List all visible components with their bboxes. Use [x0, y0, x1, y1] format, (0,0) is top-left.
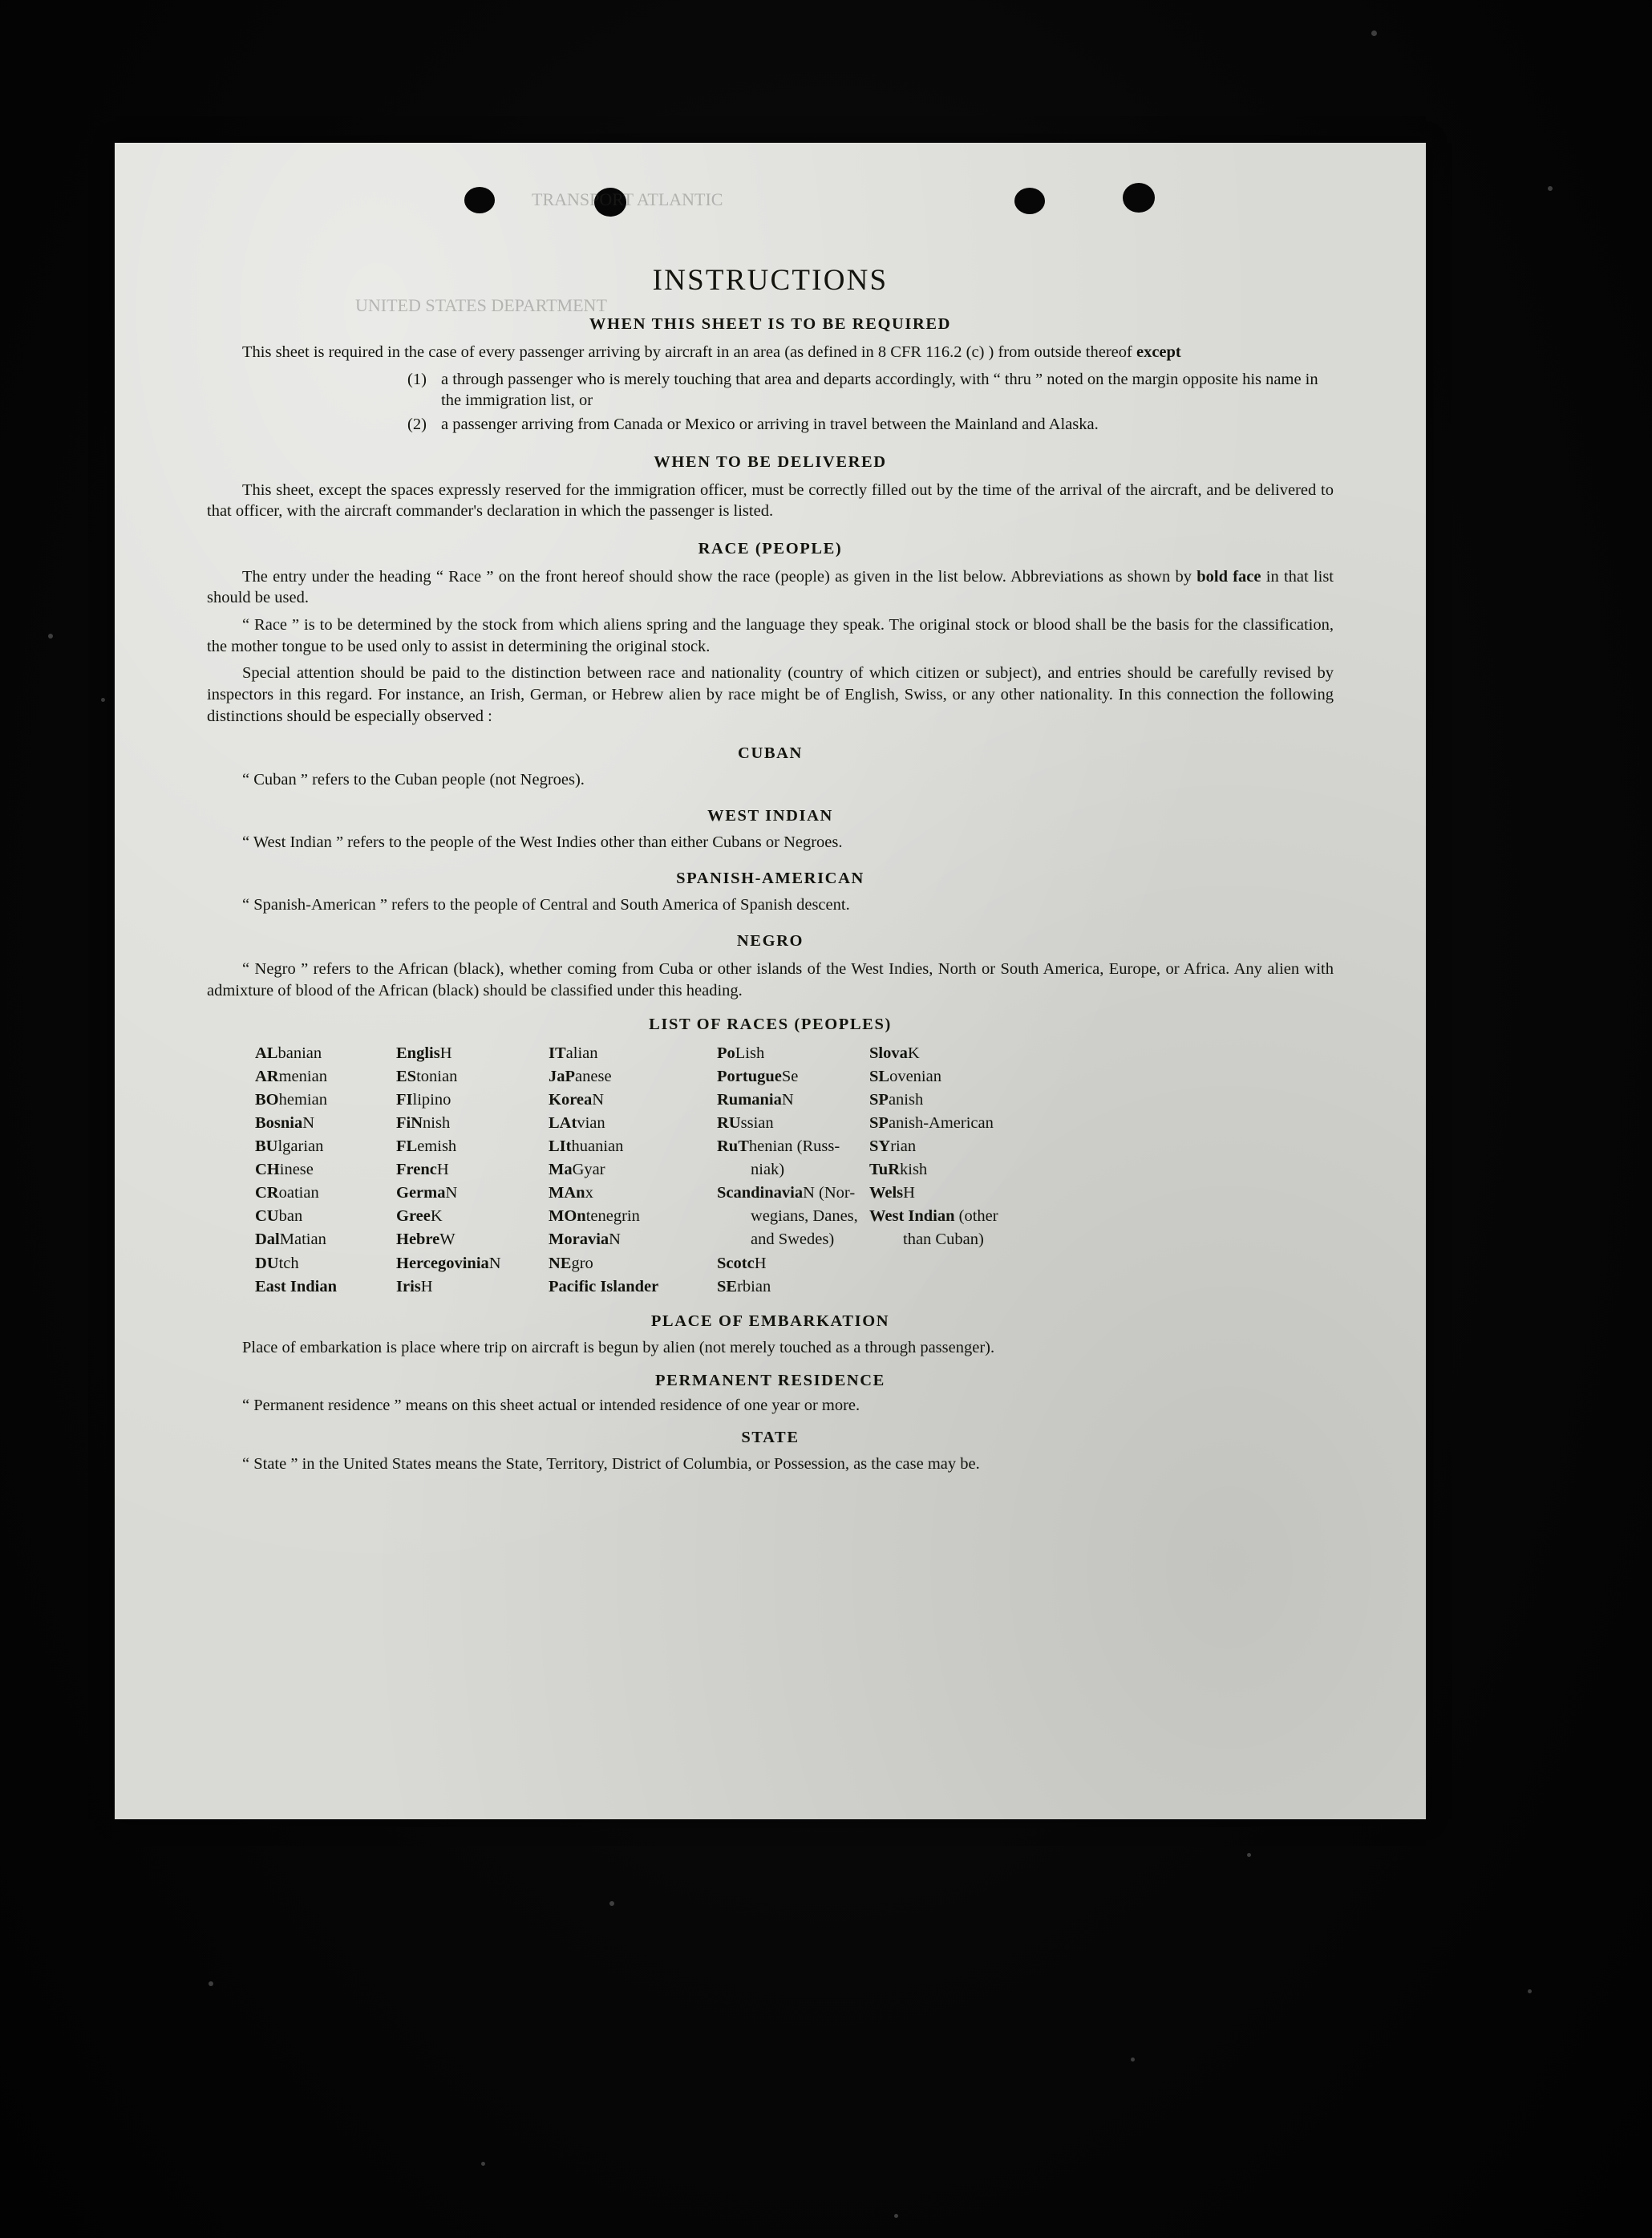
race-name-rest: tch: [278, 1254, 299, 1272]
race-list: [255, 1042, 1334, 1299]
race-entry: [869, 1135, 1334, 1158]
race-entry: [869, 1042, 1334, 1065]
race-entry: [717, 1089, 869, 1112]
list-item-text: a through passenger who is merely touching that area and departs accordingly, with “ thru ” noted on the margin opposite his name in the immigration list, or: [441, 370, 1318, 410]
race-name-rest: N (Nor-: [803, 1184, 856, 1202]
race-entry: [549, 1228, 717, 1251]
race-abbrev: CU: [255, 1207, 279, 1226]
race-abbrev: Gree: [396, 1207, 431, 1226]
race-abbrev: West Indian: [869, 1207, 955, 1226]
race-entry: [255, 1275, 396, 1299]
race-abbrev: CR: [255, 1184, 279, 1202]
race-abbrev: SY: [869, 1137, 891, 1156]
race-abbrev: MOn: [549, 1207, 586, 1226]
race-name-rest: rbian: [737, 1277, 771, 1295]
race-name-rest: Lish: [735, 1044, 765, 1062]
section-heading-when-delivered: WHEN TO BE DELIVERED: [654, 452, 887, 471]
race-entry: [549, 1252, 717, 1275]
race-entry: [717, 1135, 869, 1158]
race-name-rest: niak): [751, 1161, 785, 1179]
paragraph-text: This sheet is required in the case of every passenger arriving by aircraft in an area (as defined in 8 CFR 116.2 (c) ) from outside thereof except: [242, 343, 1181, 361]
section-heading-spanish-american: SPANISH-AMERICAN: [676, 870, 864, 888]
race-name-rest: H: [754, 1254, 767, 1272]
race-abbrev: RU: [717, 1113, 741, 1132]
race-name-rest: Matian: [279, 1230, 326, 1249]
section-heading-permanent-residence: PERMANENT RESIDENCE: [655, 1372, 885, 1390]
race-entry: [869, 1275, 1334, 1299]
race-abbrev: IT: [549, 1044, 566, 1062]
race-entry: [549, 1205, 717, 1228]
race-column-4: [717, 1042, 869, 1299]
race-entry: [549, 1158, 717, 1182]
race-abbrev: Frenc: [396, 1161, 437, 1179]
race-entry: [255, 1135, 396, 1158]
race-entry: [717, 1205, 869, 1228]
race-abbrev: FiN: [396, 1113, 423, 1132]
race-column-5: [869, 1042, 1334, 1299]
race-name-rest: emish: [417, 1137, 457, 1156]
list-item-number: (1): [407, 370, 427, 388]
race-entry: [255, 1112, 396, 1135]
race-abbrev: Moravia: [549, 1230, 609, 1249]
paragraph-place-of-embarkation: Place of embarkation is place where trip on aircraft is begun by alien (not merely touched as a through passenger).: [242, 1338, 995, 1356]
race-abbrev: DU: [255, 1254, 279, 1272]
race-entry: [255, 1182, 396, 1205]
race-name-rest: N: [302, 1113, 315, 1132]
race-entry: [255, 1158, 396, 1182]
list-item-number: (2): [407, 415, 427, 433]
race-abbrev: Iris: [396, 1277, 421, 1295]
race-name-rest: lgarian: [277, 1137, 324, 1156]
race-name-rest: tonian: [416, 1067, 458, 1085]
race-entry: [396, 1135, 549, 1158]
race-entry: [869, 1065, 1334, 1089]
race-abbrev: AR: [255, 1067, 279, 1085]
section-heading-list-of-races: LIST OF RACES (PEOPLES): [649, 1015, 892, 1033]
race-column-3: [549, 1042, 717, 1299]
race-name-rest: inese: [279, 1161, 314, 1179]
race-entry: [396, 1182, 549, 1205]
race-name-rest: anese: [575, 1067, 612, 1085]
emphasis: except: [1136, 343, 1181, 361]
paragraph-negro: “ Negro ” refers to the African (black), whether coming from Cuba or other islands of the West Indies, North or South America, Europe, or Africa. Any alien with admixture of blood of the African (black) should be classified under this heading.: [207, 960, 1334, 999]
race-name-rest: wegians, Danes,: [751, 1207, 858, 1226]
race-entry: [717, 1065, 869, 1089]
race-abbrev: Scotc: [717, 1254, 755, 1272]
race-entry: [549, 1089, 717, 1112]
section-heading-when-required: WHEN THIS SHEET IS TO BE REQUIRED: [589, 315, 952, 333]
race-abbrev: LAt: [549, 1113, 577, 1132]
race-entry: [396, 1205, 549, 1228]
race-entry: [869, 1112, 1334, 1135]
race-name-rest: lipino: [412, 1090, 451, 1109]
race-name-rest: ban: [278, 1207, 303, 1226]
race-name-rest: Gyar: [572, 1161, 605, 1179]
paragraph-west-indian: “ West Indian ” refers to the people of the West Indies other than either Cubans or Negroes.: [242, 833, 843, 852]
race-name-rest: than Cuban): [903, 1230, 984, 1249]
race-entry: [549, 1135, 717, 1158]
race-name-rest: N: [609, 1230, 621, 1249]
race-abbrev: FL: [396, 1137, 418, 1156]
list-item: [207, 369, 1334, 412]
race-name-rest: K: [430, 1207, 443, 1226]
race-abbrev: SP: [869, 1113, 889, 1132]
race-name-rest: rian: [890, 1137, 917, 1156]
page-title: INSTRUCTIONS: [652, 264, 889, 297]
race-abbrev: ES: [396, 1067, 417, 1085]
scan-artifact: TRANSPORT ATLANTIC: [532, 189, 723, 209]
race-entry: [869, 1228, 1334, 1251]
race-entry: [869, 1158, 1334, 1182]
section-heading-state: STATE: [741, 1429, 800, 1447]
section-heading-place-of-embarkation: PLACE OF EMBARKATION: [650, 1312, 890, 1330]
race-name-rest: H: [903, 1184, 915, 1202]
paragraph-race-2: “ Race ” is to be determined by the stock from which aliens spring and the language they speak. The original stock or blood shall be the basis for the classification, the mother tongue to be used only to assist in determining the original stock.: [207, 616, 1334, 655]
race-abbrev: BU: [255, 1137, 278, 1156]
race-name-rest: K: [907, 1044, 920, 1062]
race-name-rest: H: [420, 1277, 433, 1295]
race-abbrev: Dal: [255, 1230, 280, 1249]
race-abbrev: AL: [255, 1044, 278, 1062]
race-name-rest: H: [439, 1044, 452, 1062]
race-entry: [869, 1182, 1334, 1205]
race-entry: [869, 1252, 1334, 1275]
race-entry: [717, 1228, 869, 1251]
section-heading-race: RACE (PEOPLE): [698, 539, 843, 557]
race-entry: [717, 1275, 869, 1299]
list-item-text: a passenger arriving from Canada or Mexico or arriving in travel between the Mainland and Alaska.: [441, 415, 1099, 433]
race-name-rest: N: [488, 1254, 501, 1272]
race-abbrev: Germa: [396, 1184, 446, 1202]
race-name-rest: N: [445, 1184, 458, 1202]
section-heading-west-indian: WEST INDIAN: [707, 807, 833, 825]
race-abbrev: Ma: [549, 1161, 573, 1179]
race-name-rest: menian: [278, 1067, 327, 1085]
document-page: [115, 143, 1426, 1819]
race-entry: [255, 1065, 396, 1089]
race-abbrev: Hercegovinia: [396, 1254, 489, 1272]
race-entry: [396, 1042, 549, 1065]
race-entry: [396, 1112, 549, 1135]
race-entry: [717, 1042, 869, 1065]
paragraph-cuban: “ Cuban ” refers to the Cuban people (not Negroes).: [242, 771, 585, 789]
race-entry: [549, 1182, 717, 1205]
race-abbrev: LIt: [549, 1137, 572, 1156]
race-entry: [255, 1228, 396, 1251]
race-name-rest: N: [592, 1090, 605, 1109]
race-abbrev: Wels: [869, 1184, 904, 1202]
race-entry: [396, 1275, 549, 1299]
race-name-rest: oatian: [278, 1184, 319, 1202]
race-abbrev: FI: [396, 1090, 413, 1109]
race-name-rest: W: [439, 1230, 456, 1249]
race-entry: [255, 1205, 396, 1228]
race-entry: [396, 1089, 549, 1112]
race-column-1: [255, 1042, 396, 1299]
race-entry: [869, 1205, 1334, 1228]
paragraph-when-required: [207, 342, 1334, 363]
race-entry: [717, 1112, 869, 1135]
race-entry: [549, 1065, 717, 1089]
race-name-rest: H: [436, 1161, 449, 1179]
race-abbrev: SP: [869, 1090, 889, 1109]
paragraph-when-delivered: This sheet, except the spaces expressly reserved for the immigration officer, must be correctly filled out by the time of the arrival of the aircraft, and be delivered to that officer, with the aircraft commander's declaration in which the passenger is listed.: [207, 480, 1334, 521]
race-abbrev: Hebre: [396, 1230, 440, 1249]
race-entry: [869, 1089, 1334, 1112]
race-abbrev: Pacific Islander: [549, 1277, 659, 1295]
race-abbrev: SE: [717, 1277, 738, 1295]
race-name-rest: anish-American: [888, 1113, 994, 1132]
race-abbrev: BO: [255, 1090, 279, 1109]
race-name-rest: (other: [954, 1207, 998, 1226]
race-abbrev: TuR: [869, 1161, 900, 1179]
race-entry: [396, 1158, 549, 1182]
race-abbrev: East Indian: [255, 1277, 337, 1295]
race-name-rest: ssian: [740, 1113, 774, 1132]
race-abbrev: Bosnia: [255, 1113, 303, 1132]
race-name-rest: alian: [565, 1044, 598, 1062]
race-abbrev: Englis: [396, 1044, 440, 1062]
race-abbrev: NE: [549, 1254, 572, 1272]
race-name-rest: ovenian: [889, 1067, 941, 1085]
race-name-rest: x: [585, 1184, 593, 1202]
race-abbrev: MAn: [549, 1184, 585, 1202]
race-abbrev: Portugue: [717, 1067, 782, 1085]
race-column-2: [396, 1042, 549, 1299]
race-entry: [396, 1252, 549, 1275]
race-abbrev: SL: [869, 1067, 890, 1085]
race-name-rest: Se: [781, 1067, 799, 1085]
race-name-rest: tenegrin: [585, 1207, 640, 1226]
race-name-rest: kish: [900, 1161, 928, 1179]
paragraph-state: “ State ” in the United States means the State, Territory, District of Columbia, or Possession, as the case may be.: [242, 1455, 980, 1474]
scan-artifact: UNITED STATES DEPARTMENT: [355, 295, 607, 315]
race-name-rest: gro: [571, 1254, 593, 1272]
race-entry: [396, 1228, 549, 1251]
race-abbrev: Korea: [549, 1090, 593, 1109]
race-entry: [717, 1182, 869, 1205]
race-abbrev: Po: [717, 1044, 735, 1062]
race-abbrev: Slova: [869, 1044, 908, 1062]
race-entry: [255, 1042, 396, 1065]
list-item: [207, 414, 1334, 436]
paragraph-race-3: Special attention should be paid to the distinction between race and nationality (country of which citizen or subject), and entries should be carefully revised by inspectors in this regard. For instance, an Irish, German, or Hebrew alien by race might be of English, Swiss, or any other nationality. In this connection the following distinctions should be especially observed :: [207, 664, 1334, 725]
emphasis: bold face: [1196, 567, 1261, 586]
paragraph-race-1: The entry under the heading “ Race ” on the front hereof should show the race (people) as given in the list below. Abbreviations as shown by bold face in that list should be used.: [207, 567, 1334, 607]
race-name-rest: henian (Russ-: [748, 1137, 840, 1156]
section-heading-cuban: CUBAN: [738, 744, 803, 763]
race-name-rest: banian: [277, 1044, 322, 1062]
race-entry: [549, 1275, 717, 1299]
race-abbrev: RuT: [717, 1137, 749, 1156]
race-name-rest: nish: [423, 1113, 451, 1132]
race-abbrev: JaP: [549, 1067, 576, 1085]
paragraph-spanish-american: “ Spanish-American ” refers to the people of Central and South America of Spanish descent.: [242, 896, 850, 914]
race-abbrev: Scandinavia: [717, 1184, 804, 1202]
race-entry: [255, 1252, 396, 1275]
race-entry: [396, 1065, 549, 1089]
race-name-rest: N: [781, 1090, 794, 1109]
race-name-rest: vian: [577, 1113, 605, 1132]
paragraph-permanent-residence: “ Permanent residence ” means on this sheet actual or intended residence of one year or more.: [242, 1397, 860, 1415]
race-entry: [549, 1042, 717, 1065]
race-name-rest: anish: [888, 1090, 924, 1109]
race-name-rest: huanian: [571, 1137, 624, 1156]
race-name-rest: and Swedes): [751, 1230, 835, 1249]
section-heading-negro: NEGRO: [736, 932, 804, 951]
race-entry: [717, 1158, 869, 1182]
race-abbrev: CH: [255, 1161, 280, 1179]
race-entry: [549, 1112, 717, 1135]
race-abbrev: Rumania: [717, 1090, 782, 1109]
race-name-rest: hemian: [278, 1090, 327, 1109]
race-entry: [255, 1089, 396, 1112]
race-entry: [717, 1252, 869, 1275]
